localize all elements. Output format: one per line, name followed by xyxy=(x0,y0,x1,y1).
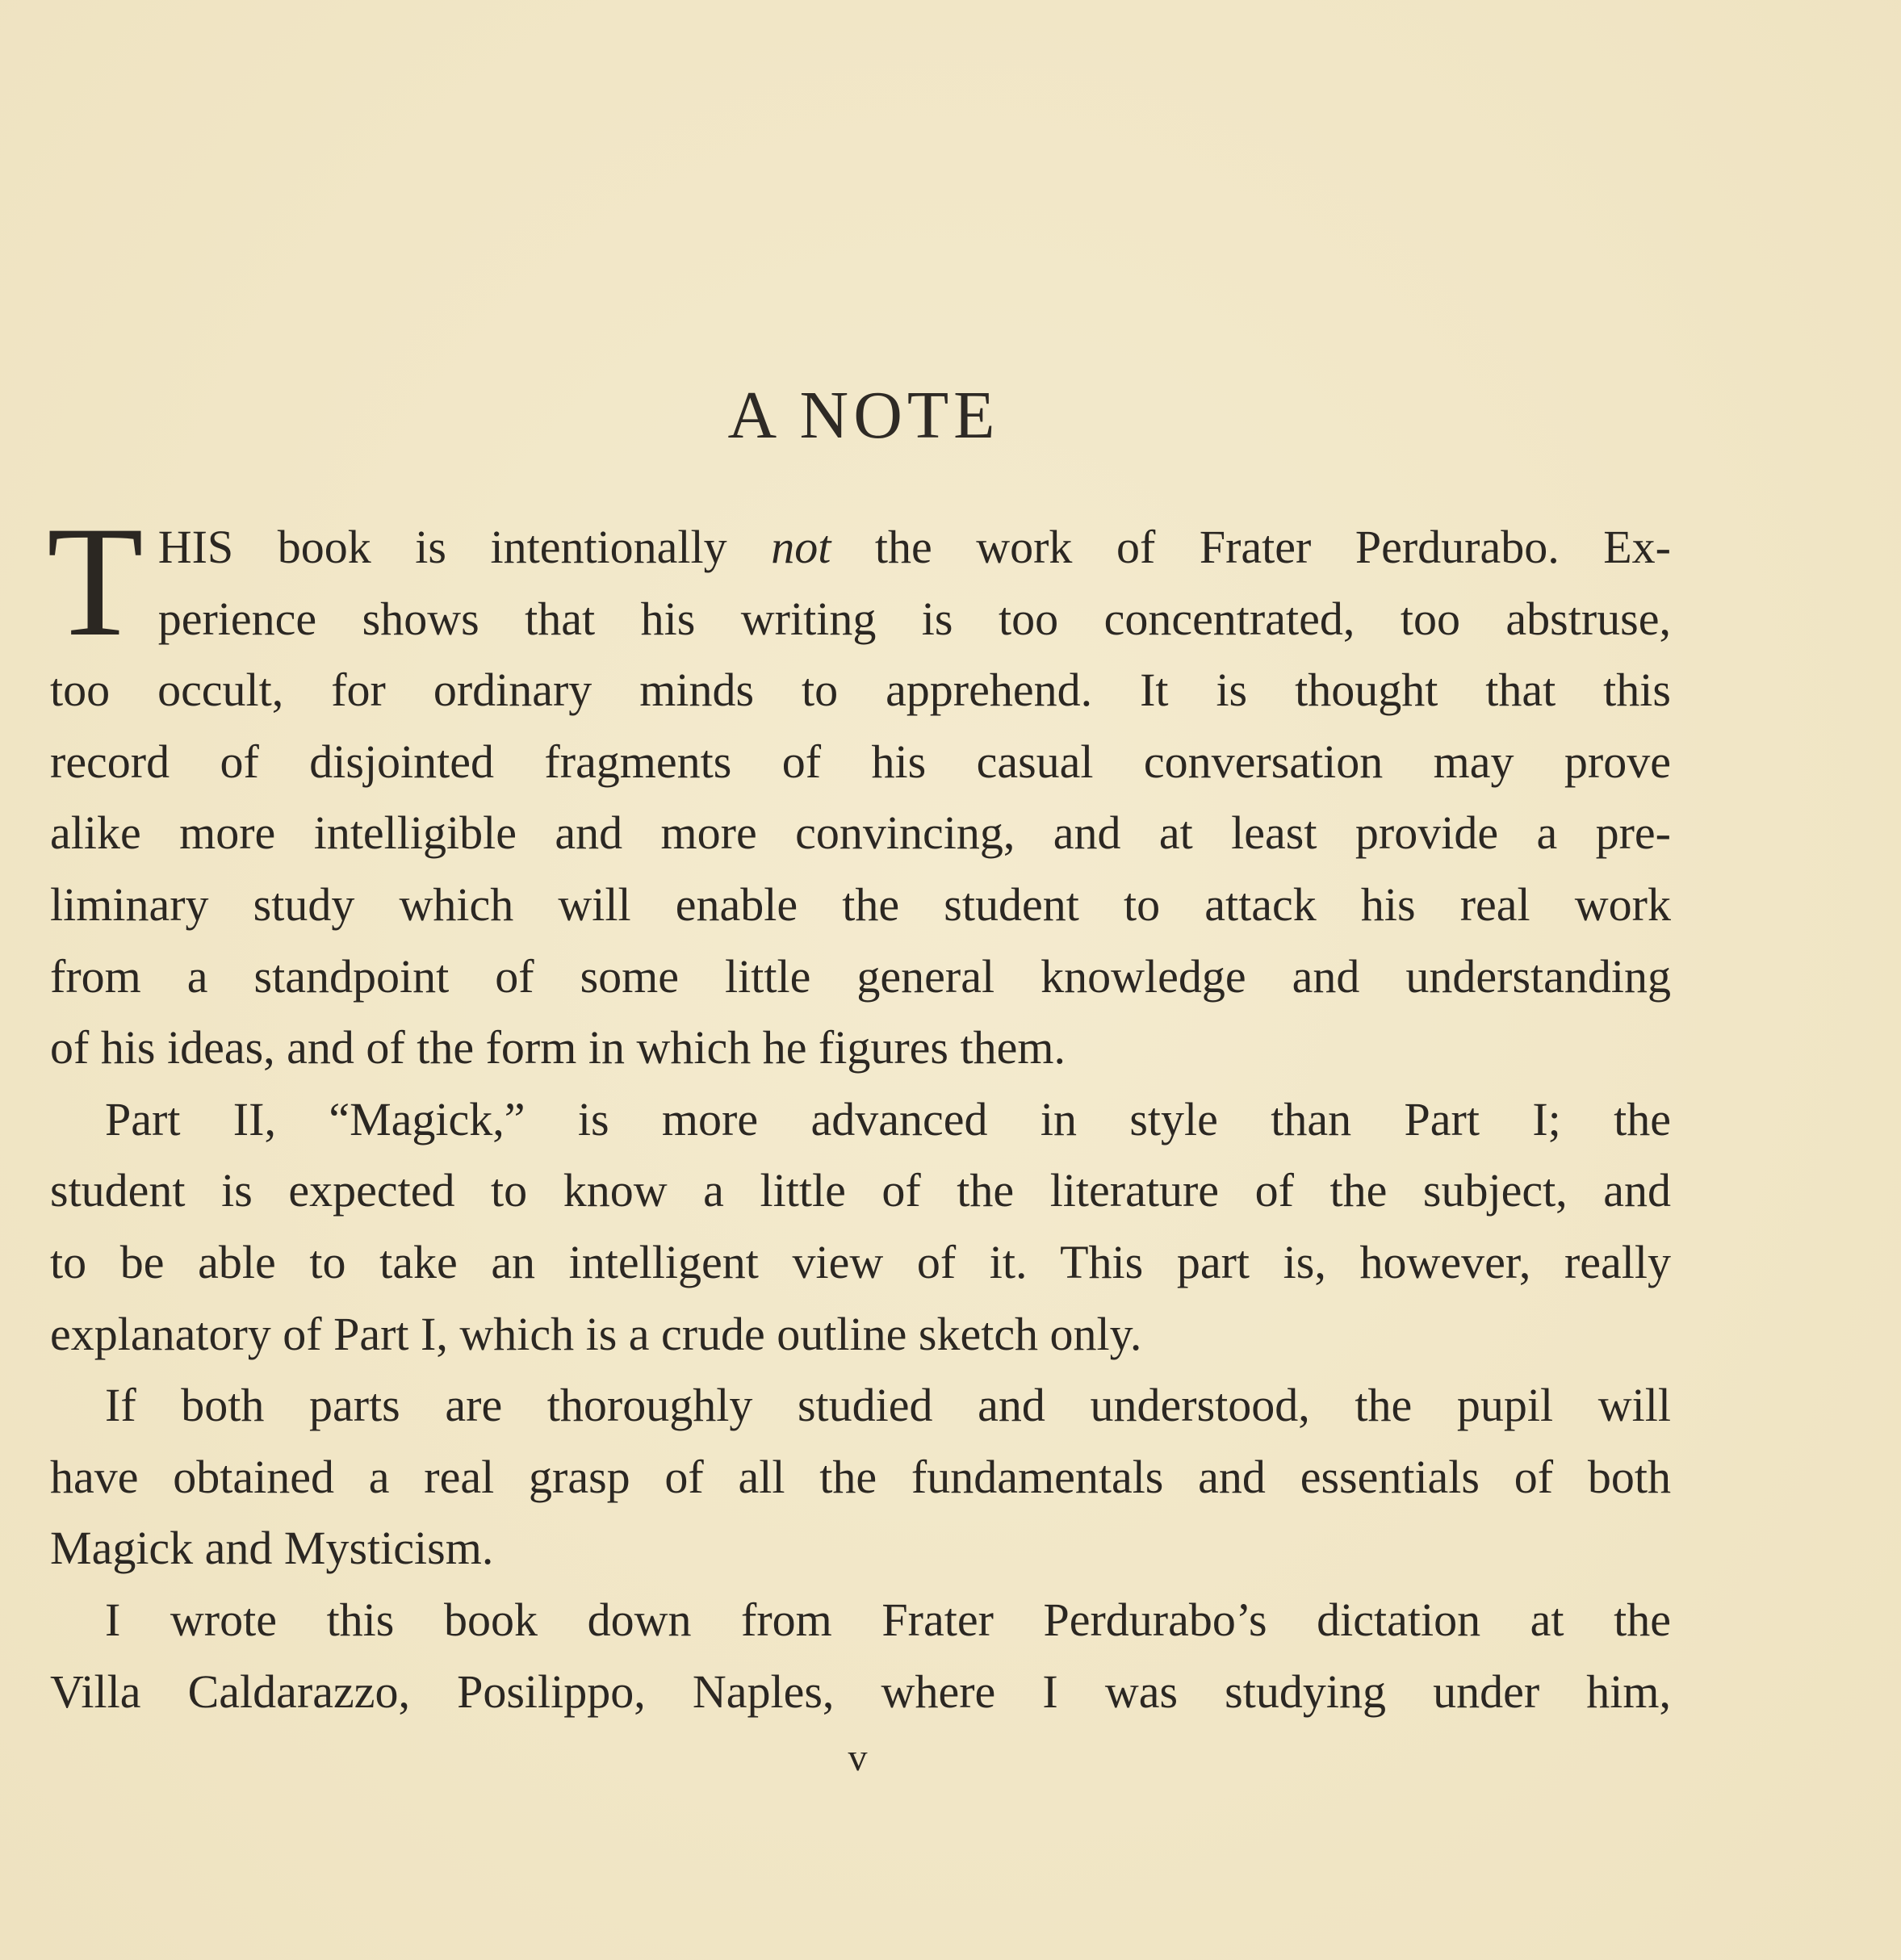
text-line: HIS book is intentionally not the work of Frater Perdurabo. Ex- xyxy=(157,521,1671,573)
text-line: Villa Caldarazzo, Posilippo, Naples, where I was studying under him, xyxy=(50,1665,1671,1718)
text-line: perience shows that his writing is too concentrated, too abstruse, xyxy=(157,592,1671,645)
text-line: student is expected to know a little of the literature of the subject, and xyxy=(50,1164,1671,1217)
text-line: record of disjointed fragments of his casual conversation may prove xyxy=(50,735,1671,788)
page-number: v xyxy=(848,1736,868,1779)
paragraph-3 xyxy=(50,1370,1671,1585)
text-line: If both parts are thoroughly studied and understood, the pupil will xyxy=(105,1379,1671,1432)
drop-cap: T xyxy=(47,494,144,669)
text-line: liminary study which will enable the student to attack his real work xyxy=(50,877,1671,931)
paragraph-4 xyxy=(50,1585,1671,1728)
emphasis-not: not xyxy=(771,521,831,573)
text-line: too occult, for ordinary minds to apprehend. It is thought that this xyxy=(50,664,1671,717)
body-text xyxy=(47,494,1671,1728)
page-title: A NOTE xyxy=(727,378,1000,453)
text-line: from a standpoint of some little general knowledge and understanding xyxy=(50,949,1671,1003)
text-line: of his ideas, and of the form in which he figures them. xyxy=(50,1021,1066,1074)
text-line: alike more intelligible and more convincing, and at least provide a pre- xyxy=(50,806,1671,860)
text-line: have obtained a real grasp of all the fundamentals and essentials of both xyxy=(50,1450,1671,1503)
paragraph-1 xyxy=(47,494,1671,1084)
text-line: I wrote this book down from Frater Perdurabo’s dictation at the xyxy=(105,1593,1671,1646)
text-line: Part II, “Magick,” is more advanced in style than Part I; the xyxy=(105,1092,1671,1145)
text-line: explanatory of Part I, which is a crude outline sketch only. xyxy=(50,1307,1142,1360)
text-line: to be able to take an intelligent view of it. This part is, however, really xyxy=(50,1235,1671,1288)
text-line: Magick and Mysticism. xyxy=(50,1522,494,1575)
paragraph-2 xyxy=(50,1084,1671,1370)
